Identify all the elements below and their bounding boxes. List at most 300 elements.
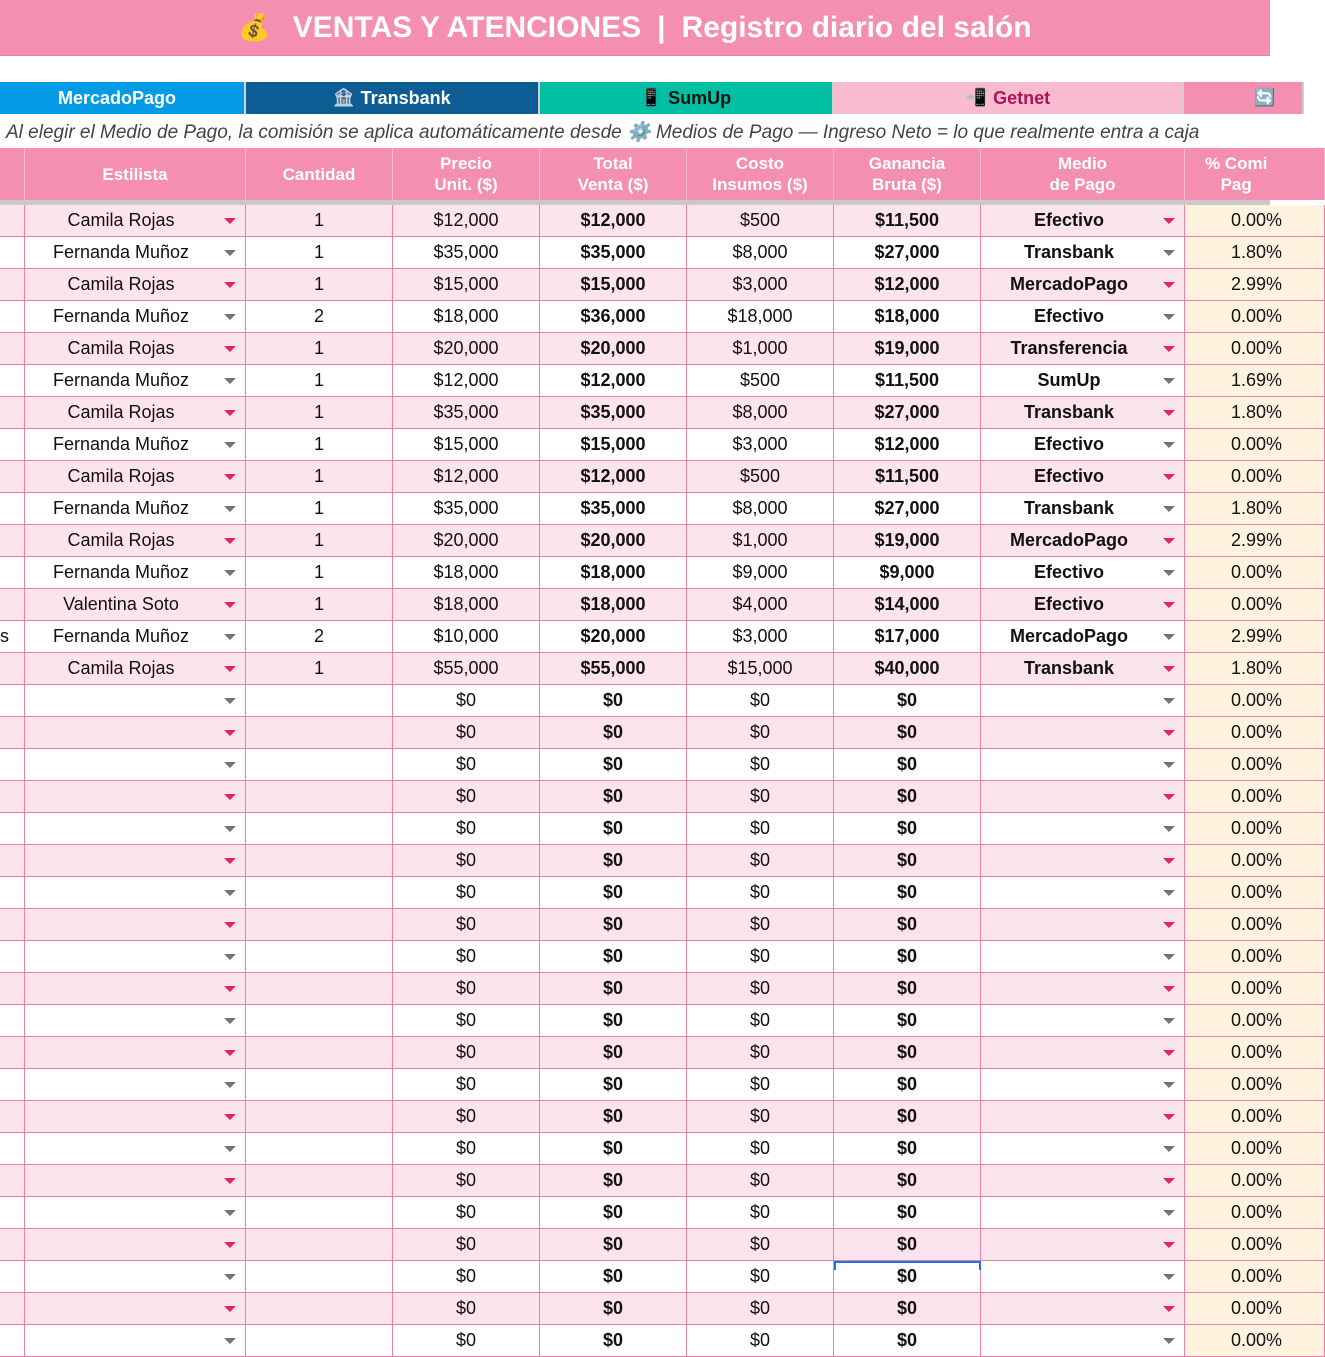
cell-cantidad[interactable] <box>246 1197 393 1229</box>
cell-prev[interactable] <box>0 1037 25 1069</box>
dropdown-caret-icon[interactable] <box>224 986 236 992</box>
cell-prev[interactable] <box>0 461 25 493</box>
cell-medio-pago[interactable] <box>981 653 1185 685</box>
cell-ganancia-bruta[interactable]: $0 <box>834 813 981 845</box>
cell-costo-insumos[interactable]: $500 <box>687 205 834 237</box>
dropdown-caret-icon[interactable] <box>1163 1242 1175 1248</box>
cell-prev[interactable] <box>0 1005 25 1037</box>
dropdown-caret-icon[interactable] <box>224 250 236 256</box>
cell-cantidad[interactable] <box>246 1229 393 1261</box>
dropdown-caret-icon[interactable] <box>224 1210 236 1216</box>
cell-comision[interactable]: 0.00% <box>1185 557 1325 589</box>
cell-prev[interactable] <box>0 877 25 909</box>
cell-estilista[interactable] <box>25 1261 246 1293</box>
cell-prev[interactable]: s <box>0 621 25 653</box>
dropdown-caret-icon[interactable] <box>224 538 236 544</box>
dropdown-caret-icon[interactable] <box>224 314 236 320</box>
cell-costo-insumos[interactable]: $0 <box>687 877 834 909</box>
cell-ganancia-bruta[interactable]: $0 <box>834 941 981 973</box>
cell-comision[interactable]: 0.00% <box>1185 1069 1325 1101</box>
cell-ganancia-bruta[interactable]: $27,000 <box>834 493 981 525</box>
cell-ganancia-bruta[interactable]: $14,000 <box>834 589 981 621</box>
dropdown-caret-icon[interactable] <box>224 218 236 224</box>
dropdown-caret-icon[interactable] <box>1163 890 1175 896</box>
dropdown-caret-icon[interactable] <box>1163 858 1175 864</box>
cell-costo-insumos[interactable]: $0 <box>687 973 834 1005</box>
cell-costo-insumos[interactable]: $0 <box>687 717 834 749</box>
dropdown-caret-icon[interactable] <box>224 1146 236 1152</box>
cell-costo-insumos[interactable]: $0 <box>687 1197 834 1229</box>
cell-precio-unit[interactable]: $0 <box>393 717 540 749</box>
cell-ganancia-bruta[interactable]: $18,000 <box>834 301 981 333</box>
cell-total-venta[interactable]: $15,000 <box>540 429 687 461</box>
cell-estilista[interactable] <box>25 589 246 621</box>
cell-medio-pago[interactable] <box>981 1325 1185 1357</box>
cell-total-venta[interactable]: $35,000 <box>540 493 687 525</box>
cell-costo-insumos[interactable]: $0 <box>687 1293 834 1325</box>
dropdown-caret-icon[interactable] <box>224 954 236 960</box>
cell-ganancia-bruta[interactable]: $0 <box>834 1293 981 1325</box>
cell-prev[interactable] <box>0 589 25 621</box>
cell-comision[interactable]: 0.00% <box>1185 1037 1325 1069</box>
cell-cantidad[interactable] <box>246 1165 393 1197</box>
dropdown-caret-icon[interactable] <box>1163 634 1175 640</box>
cell-comision[interactable]: 0.00% <box>1185 589 1325 621</box>
cell-total-venta[interactable]: $0 <box>540 1229 687 1261</box>
cell-costo-insumos[interactable]: $1,000 <box>687 525 834 557</box>
cell-medio-pago[interactable] <box>981 1069 1185 1101</box>
cell-comision[interactable]: 0.00% <box>1185 877 1325 909</box>
cell-medio-pago[interactable] <box>981 429 1185 461</box>
cell-estilista[interactable] <box>25 749 246 781</box>
dropdown-caret-icon[interactable] <box>224 474 236 480</box>
dropdown-caret-icon[interactable] <box>1163 314 1175 320</box>
cell-comision[interactable]: 0.00% <box>1185 301 1325 333</box>
dropdown-caret-icon[interactable] <box>1163 1306 1175 1312</box>
dropdown-caret-icon[interactable] <box>1163 282 1175 288</box>
cell-comision[interactable]: 1.69% <box>1185 365 1325 397</box>
cell-medio-pago[interactable] <box>981 813 1185 845</box>
dropdown-caret-icon[interactable] <box>1163 1146 1175 1152</box>
cell-ganancia-bruta[interactable]: $0 <box>834 685 981 717</box>
cell-prev[interactable] <box>0 1261 25 1293</box>
cell-cantidad[interactable]: 1 <box>246 237 393 269</box>
cell-total-venta[interactable]: $0 <box>540 813 687 845</box>
cell-comision[interactable]: 0.00% <box>1185 1261 1325 1293</box>
cell-estilista[interactable] <box>25 205 246 237</box>
cell-precio-unit[interactable]: $0 <box>393 1069 540 1101</box>
cell-medio-pago[interactable] <box>981 397 1185 429</box>
cell-ganancia-bruta[interactable]: $0 <box>834 1069 981 1101</box>
cell-precio-unit[interactable]: $0 <box>393 1005 540 1037</box>
cell-medio-pago[interactable] <box>981 525 1185 557</box>
dropdown-caret-icon[interactable] <box>1163 378 1175 384</box>
cell-ganancia-bruta[interactable]: $0 <box>834 1229 981 1261</box>
cell-ganancia-bruta[interactable]: $0 <box>834 1037 981 1069</box>
cell-costo-insumos[interactable]: $0 <box>687 1037 834 1069</box>
cell-estilista[interactable] <box>25 877 246 909</box>
dropdown-caret-icon[interactable] <box>1163 346 1175 352</box>
cell-medio-pago[interactable] <box>981 557 1185 589</box>
cell-medio-pago[interactable] <box>981 941 1185 973</box>
cell-ganancia-bruta[interactable]: $9,000 <box>834 557 981 589</box>
header-total-venta[interactable]: Total Venta ($) <box>540 148 687 200</box>
cell-estilista[interactable] <box>25 685 246 717</box>
cell-cantidad[interactable] <box>246 1261 393 1293</box>
cell-ganancia-bruta[interactable]: $11,500 <box>834 205 981 237</box>
cell-precio-unit[interactable]: $35,000 <box>393 237 540 269</box>
cell-total-venta[interactable]: $35,000 <box>540 397 687 429</box>
cell-precio-unit[interactable]: $0 <box>393 1101 540 1133</box>
header-estilista[interactable]: Estilista <box>25 148 246 200</box>
cell-ganancia-bruta[interactable]: $0 <box>834 909 981 941</box>
cell-prev[interactable] <box>0 1133 25 1165</box>
cell-estilista[interactable] <box>25 1005 246 1037</box>
cell-prev[interactable] <box>0 653 25 685</box>
cell-costo-insumos[interactable]: $0 <box>687 1133 834 1165</box>
dropdown-caret-icon[interactable] <box>224 1082 236 1088</box>
cell-precio-unit[interactable]: $0 <box>393 1293 540 1325</box>
cell-medio-pago[interactable] <box>981 685 1185 717</box>
cell-prev[interactable] <box>0 685 25 717</box>
cell-precio-unit[interactable]: $0 <box>393 1325 540 1357</box>
cell-cantidad[interactable] <box>246 1293 393 1325</box>
cell-estilista[interactable] <box>25 1197 246 1229</box>
cell-ganancia-bruta[interactable]: $17,000 <box>834 621 981 653</box>
cell-ganancia-bruta[interactable]: $19,000 <box>834 525 981 557</box>
cell-estilista[interactable] <box>25 1037 246 1069</box>
cell-prev[interactable] <box>0 749 25 781</box>
dropdown-caret-icon[interactable] <box>1163 794 1175 800</box>
cell-costo-insumos[interactable]: $3,000 <box>687 621 834 653</box>
cell-comision[interactable]: 0.00% <box>1185 813 1325 845</box>
header-cantidad[interactable]: Cantidad <box>246 148 393 200</box>
cell-estilista[interactable] <box>25 333 246 365</box>
cell-prev[interactable] <box>0 237 25 269</box>
cell-medio-pago[interactable] <box>981 877 1185 909</box>
cell-estilista[interactable] <box>25 493 246 525</box>
cell-medio-pago[interactable] <box>981 717 1185 749</box>
dropdown-caret-icon[interactable] <box>224 602 236 608</box>
cell-estilista[interactable] <box>25 1229 246 1261</box>
dropdown-caret-icon[interactable] <box>1163 218 1175 224</box>
cell-medio-pago[interactable] <box>981 749 1185 781</box>
cell-estilista[interactable] <box>25 557 246 589</box>
cell-estilista[interactable] <box>25 1101 246 1133</box>
cell-precio-unit[interactable]: $0 <box>393 973 540 1005</box>
cell-comision[interactable]: 0.00% <box>1185 909 1325 941</box>
dropdown-caret-icon[interactable] <box>224 442 236 448</box>
cell-ganancia-bruta[interactable]: $27,000 <box>834 397 981 429</box>
cell-medio-pago[interactable] <box>981 493 1185 525</box>
cell-cantidad[interactable] <box>246 1325 393 1357</box>
dropdown-caret-icon[interactable] <box>224 1114 236 1120</box>
cell-ganancia-bruta[interactable]: $0 <box>834 1165 981 1197</box>
dropdown-caret-icon[interactable] <box>1163 602 1175 608</box>
cell-prev[interactable] <box>0 1165 25 1197</box>
dropdown-caret-icon[interactable] <box>1163 922 1175 928</box>
cell-medio-pago[interactable] <box>981 621 1185 653</box>
cell-prev[interactable] <box>0 205 25 237</box>
cell-cantidad[interactable] <box>246 717 393 749</box>
dropdown-caret-icon[interactable] <box>1163 1178 1175 1184</box>
cell-ganancia-bruta[interactable]: $0 <box>834 717 981 749</box>
cell-cantidad[interactable] <box>246 845 393 877</box>
header-costo-insumos[interactable]: Costo Insumos ($) <box>687 148 834 200</box>
cell-total-venta[interactable]: $20,000 <box>540 525 687 557</box>
dropdown-caret-icon[interactable] <box>224 890 236 896</box>
cell-total-venta[interactable]: $0 <box>540 1005 687 1037</box>
cell-total-venta[interactable]: $0 <box>540 1261 687 1293</box>
cell-prev[interactable] <box>0 301 25 333</box>
cell-comision[interactable]: 0.00% <box>1185 941 1325 973</box>
cell-ganancia-bruta[interactable]: $0 <box>834 1261 981 1293</box>
cell-prev[interactable] <box>0 1101 25 1133</box>
dropdown-caret-icon[interactable] <box>224 1338 236 1344</box>
cell-estilista[interactable] <box>25 397 246 429</box>
dropdown-caret-icon[interactable] <box>224 1242 236 1248</box>
cell-precio-unit[interactable]: $15,000 <box>393 429 540 461</box>
cell-precio-unit[interactable]: $12,000 <box>393 461 540 493</box>
cell-ganancia-bruta[interactable]: $27,000 <box>834 237 981 269</box>
cell-comision[interactable]: 2.99% <box>1185 525 1325 557</box>
cell-total-venta[interactable]: $0 <box>540 717 687 749</box>
dropdown-caret-icon[interactable] <box>224 1178 236 1184</box>
cell-costo-insumos[interactable]: $0 <box>687 781 834 813</box>
cell-prev[interactable] <box>0 909 25 941</box>
cell-medio-pago[interactable] <box>981 1229 1185 1261</box>
cell-cantidad[interactable] <box>246 781 393 813</box>
cell-precio-unit[interactable]: $0 <box>393 877 540 909</box>
cell-cantidad[interactable] <box>246 813 393 845</box>
cell-precio-unit[interactable]: $0 <box>393 1197 540 1229</box>
cell-estilista[interactable] <box>25 1165 246 1197</box>
cell-comision[interactable]: 2.99% <box>1185 621 1325 653</box>
cell-prev[interactable] <box>0 1293 25 1325</box>
cell-costo-insumos[interactable]: $0 <box>687 1005 834 1037</box>
dropdown-caret-icon[interactable] <box>1163 1082 1175 1088</box>
cell-precio-unit[interactable]: $0 <box>393 909 540 941</box>
cell-cantidad[interactable]: 1 <box>246 365 393 397</box>
cell-comision[interactable]: 0.00% <box>1185 1293 1325 1325</box>
dropdown-caret-icon[interactable] <box>1163 1210 1175 1216</box>
cell-total-venta[interactable]: $18,000 <box>540 557 687 589</box>
cell-estilista[interactable] <box>25 973 246 1005</box>
dropdown-caret-icon[interactable] <box>1163 250 1175 256</box>
cell-estilista[interactable] <box>25 621 246 653</box>
cell-total-venta[interactable]: $0 <box>540 1165 687 1197</box>
cell-estilista[interactable] <box>25 461 246 493</box>
cell-cantidad[interactable]: 2 <box>246 621 393 653</box>
cell-precio-unit[interactable]: $35,000 <box>393 397 540 429</box>
dropdown-caret-icon[interactable] <box>224 858 236 864</box>
dropdown-caret-icon[interactable] <box>224 922 236 928</box>
cell-cantidad[interactable]: 1 <box>246 205 393 237</box>
cell-costo-insumos[interactable]: $0 <box>687 1101 834 1133</box>
dropdown-caret-icon[interactable] <box>224 666 236 672</box>
cell-cantidad[interactable] <box>246 685 393 717</box>
dropdown-caret-icon[interactable] <box>224 346 236 352</box>
dropdown-caret-icon[interactable] <box>224 762 236 768</box>
cell-medio-pago[interactable] <box>981 909 1185 941</box>
cell-comision[interactable]: 0.00% <box>1185 1197 1325 1229</box>
cell-costo-insumos[interactable]: $3,000 <box>687 429 834 461</box>
cell-estilista[interactable] <box>25 237 246 269</box>
cell-cantidad[interactable]: 1 <box>246 461 393 493</box>
cell-medio-pago[interactable] <box>981 1005 1185 1037</box>
cell-costo-insumos[interactable]: $0 <box>687 1229 834 1261</box>
cell-estilista[interactable] <box>25 1069 246 1101</box>
cell-medio-pago[interactable] <box>981 333 1185 365</box>
cell-total-venta[interactable]: $35,000 <box>540 237 687 269</box>
cell-total-venta[interactable]: $12,000 <box>540 461 687 493</box>
dropdown-caret-icon[interactable] <box>1163 506 1175 512</box>
cell-precio-unit[interactable]: $0 <box>393 1037 540 1069</box>
cell-comision[interactable]: 0.00% <box>1185 333 1325 365</box>
header-ganancia-bruta[interactable]: Ganancia Bruta ($) <box>834 148 981 200</box>
cell-precio-unit[interactable]: $18,000 <box>393 589 540 621</box>
cell-precio-unit[interactable]: $0 <box>393 845 540 877</box>
cell-medio-pago[interactable] <box>981 1197 1185 1229</box>
dropdown-caret-icon[interactable] <box>224 570 236 576</box>
cell-medio-pago[interactable] <box>981 301 1185 333</box>
dropdown-caret-icon[interactable] <box>1163 826 1175 832</box>
cell-cantidad[interactable]: 1 <box>246 333 393 365</box>
cell-medio-pago[interactable] <box>981 1101 1185 1133</box>
dropdown-caret-icon[interactable] <box>1163 1338 1175 1344</box>
dropdown-caret-icon[interactable] <box>224 282 236 288</box>
cell-prev[interactable] <box>0 269 25 301</box>
cell-medio-pago[interactable] <box>981 237 1185 269</box>
cell-precio-unit[interactable]: $35,000 <box>393 493 540 525</box>
cell-medio-pago[interactable] <box>981 1165 1185 1197</box>
cell-comision[interactable]: 1.80% <box>1185 397 1325 429</box>
cell-ganancia-bruta[interactable]: $0 <box>834 1005 981 1037</box>
cell-comision[interactable]: 0.00% <box>1185 205 1325 237</box>
cell-cantidad[interactable]: 1 <box>246 269 393 301</box>
cell-cantidad[interactable] <box>246 909 393 941</box>
cell-precio-unit[interactable]: $0 <box>393 941 540 973</box>
cell-costo-insumos[interactable]: $0 <box>687 1165 834 1197</box>
cell-estilista[interactable] <box>25 653 246 685</box>
cell-prev[interactable] <box>0 1229 25 1261</box>
dropdown-caret-icon[interactable] <box>224 794 236 800</box>
cell-estilista[interactable] <box>25 365 246 397</box>
cell-precio-unit[interactable]: $12,000 <box>393 205 540 237</box>
cell-comision[interactable]: 0.00% <box>1185 781 1325 813</box>
cell-prev[interactable] <box>0 429 25 461</box>
cell-total-venta[interactable]: $15,000 <box>540 269 687 301</box>
cell-precio-unit[interactable]: $0 <box>393 813 540 845</box>
cell-costo-insumos[interactable]: $1,000 <box>687 333 834 365</box>
cell-precio-unit[interactable]: $0 <box>393 1133 540 1165</box>
cell-total-venta[interactable]: $12,000 <box>540 365 687 397</box>
cell-prev[interactable] <box>0 397 25 429</box>
cell-prev[interactable] <box>0 525 25 557</box>
cell-medio-pago[interactable] <box>981 1261 1185 1293</box>
dropdown-caret-icon[interactable] <box>224 698 236 704</box>
cell-prev[interactable] <box>0 813 25 845</box>
cell-prev[interactable] <box>0 973 25 1005</box>
cell-ganancia-bruta[interactable]: $12,000 <box>834 269 981 301</box>
dropdown-caret-icon[interactable] <box>1163 986 1175 992</box>
dropdown-caret-icon[interactable] <box>224 730 236 736</box>
cell-costo-insumos[interactable]: $0 <box>687 845 834 877</box>
cell-comision[interactable]: 0.00% <box>1185 973 1325 1005</box>
cell-ganancia-bruta[interactable]: $0 <box>834 749 981 781</box>
cell-total-venta[interactable]: $0 <box>540 1133 687 1165</box>
cell-total-venta[interactable]: $0 <box>540 781 687 813</box>
cell-cantidad[interactable]: 1 <box>246 653 393 685</box>
dropdown-caret-icon[interactable] <box>1163 442 1175 448</box>
dropdown-caret-icon[interactable] <box>224 1274 236 1280</box>
dropdown-caret-icon[interactable] <box>1163 1018 1175 1024</box>
cell-total-venta[interactable]: $0 <box>540 749 687 781</box>
cell-estilista[interactable] <box>25 1133 246 1165</box>
cell-total-venta[interactable]: $0 <box>540 1293 687 1325</box>
cell-medio-pago[interactable] <box>981 1133 1185 1165</box>
cell-medio-pago[interactable] <box>981 461 1185 493</box>
cell-costo-insumos[interactable]: $0 <box>687 1325 834 1357</box>
cell-prev[interactable] <box>0 365 25 397</box>
cell-costo-insumos[interactable]: $0 <box>687 1069 834 1101</box>
cell-cantidad[interactable]: 1 <box>246 525 393 557</box>
cell-comision[interactable]: 0.00% <box>1185 1229 1325 1261</box>
cell-ganancia-bruta[interactable]: $19,000 <box>834 333 981 365</box>
cell-precio-unit[interactable]: $55,000 <box>393 653 540 685</box>
cell-total-venta[interactable]: $0 <box>540 1101 687 1133</box>
cell-medio-pago[interactable] <box>981 1293 1185 1325</box>
cell-cantidad[interactable] <box>246 1005 393 1037</box>
cell-cantidad[interactable] <box>246 941 393 973</box>
cell-cantidad[interactable] <box>246 749 393 781</box>
cell-costo-insumos[interactable]: $8,000 <box>687 237 834 269</box>
cell-ganancia-bruta[interactable]: $12,000 <box>834 429 981 461</box>
cell-costo-insumos[interactable]: $500 <box>687 365 834 397</box>
cell-costo-insumos[interactable]: $0 <box>687 909 834 941</box>
cell-estilista[interactable] <box>25 525 246 557</box>
cell-estilista[interactable] <box>25 429 246 461</box>
cell-cantidad[interactable]: 1 <box>246 493 393 525</box>
cell-cantidad[interactable] <box>246 973 393 1005</box>
cell-prev[interactable] <box>0 1197 25 1229</box>
cell-ganancia-bruta[interactable]: $0 <box>834 1325 981 1357</box>
dropdown-caret-icon[interactable] <box>1163 762 1175 768</box>
cell-precio-unit[interactable]: $0 <box>393 749 540 781</box>
cell-precio-unit[interactable]: $0 <box>393 1165 540 1197</box>
cell-total-venta[interactable]: $0 <box>540 685 687 717</box>
cell-medio-pago[interactable] <box>981 973 1185 1005</box>
cell-cantidad[interactable] <box>246 1101 393 1133</box>
dropdown-caret-icon[interactable] <box>1163 570 1175 576</box>
cell-precio-unit[interactable]: $12,000 <box>393 365 540 397</box>
cell-precio-unit[interactable]: $15,000 <box>393 269 540 301</box>
cell-medio-pago[interactable] <box>981 845 1185 877</box>
cell-estilista[interactable] <box>25 269 246 301</box>
cell-ganancia-bruta[interactable]: $40,000 <box>834 653 981 685</box>
cell-total-venta[interactable]: $36,000 <box>540 301 687 333</box>
cell-precio-unit[interactable]: $0 <box>393 781 540 813</box>
cell-estilista[interactable] <box>25 1325 246 1357</box>
cell-prev[interactable] <box>0 333 25 365</box>
cell-prev[interactable] <box>0 845 25 877</box>
dropdown-caret-icon[interactable] <box>224 634 236 640</box>
cell-cantidad[interactable]: 1 <box>246 429 393 461</box>
header-precio-unit[interactable]: Precio Unit. ($) <box>393 148 540 200</box>
cell-costo-insumos[interactable]: $0 <box>687 813 834 845</box>
cell-comision[interactable]: 0.00% <box>1185 429 1325 461</box>
cell-estilista[interactable] <box>25 717 246 749</box>
